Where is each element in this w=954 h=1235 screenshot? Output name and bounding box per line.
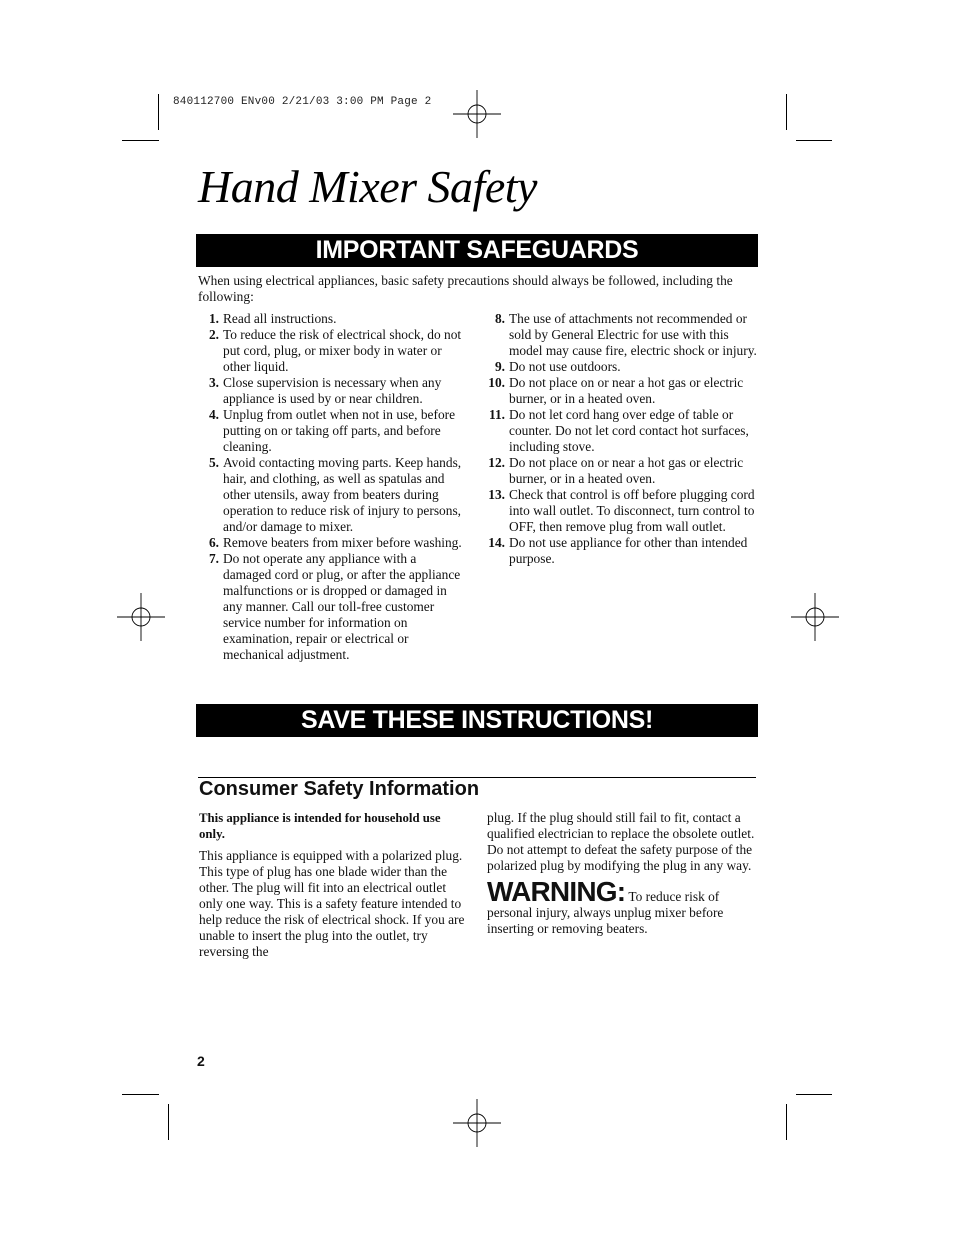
safeguard-text: Avoid contacting moving parts. Keep hands, hair, and clothing, as well as spatulas and other utensils, away from beaters during operation to reduce risk of injury to persons, and/or damage to mixer. (223, 455, 462, 534)
safeguard-number: 2. (208, 327, 219, 342)
safeguard-number: 9. (494, 359, 505, 374)
registration-mark-icon (453, 90, 501, 138)
polarized-plug-text: This appliance is equipped with a polarized plug. This type of plug has one blade wider than the other. The plug will fit into an electrical outlet only one way. This is a safety feature intended to help reduce the risk of electrical shock. If you are unable to insert the plug into the outlet, try reversing the (199, 848, 465, 959)
safeguard-item (486, 375, 758, 407)
registration-mark-icon (791, 593, 839, 641)
safeguard-item (486, 535, 758, 567)
safeguard-number: 12. (488, 455, 505, 470)
intro-text: When using electrical appliances, basic safety precautions should always be followed, including the following: (198, 273, 733, 304)
safeguard-item (486, 359, 758, 375)
safeguard-text: Do not operate any appliance with a damaged cord or plug, or after the appliance malfunctions or is dropped or damaged in any manner. Call our toll-free customer service number for information on examination, repair or electrical or mechanical adjustment. (223, 551, 461, 662)
safeguard-text: Do not place on or near a hot gas or electric burner, or in a heated oven. (509, 455, 744, 486)
safeguard-number: 8. (494, 311, 505, 326)
consumer-column-left (199, 810, 467, 960)
safeguard-item (200, 327, 466, 375)
household-use-note: This appliance is intended for household use only. (199, 811, 441, 841)
safeguard-number: 13. (488, 487, 505, 502)
safeguard-number: 5. (208, 455, 219, 470)
safeguard-number: 1. (208, 311, 219, 326)
safeguard-item (486, 455, 758, 487)
safeguard-item (200, 455, 466, 535)
consumer-safety-heading: Consumer Safety Information (199, 778, 480, 800)
safeguard-text: Close supervision is necessary when any appliance is used by or near children. (223, 375, 442, 406)
safeguard-number: 11. (489, 407, 505, 422)
safeguard-item (200, 375, 466, 407)
safeguard-item (200, 311, 466, 327)
crop-mark (168, 1104, 169, 1140)
consumer-column-right (487, 810, 757, 937)
registration-mark-icon (117, 593, 165, 641)
safeguard-number: 14. (488, 535, 505, 550)
safeguard-text: Read all instructions. (223, 311, 337, 326)
safeguard-text: To reduce the risk of electrical shock, do not put cord, plug, or mixer body in water or other liquid. (223, 327, 462, 374)
safeguard-item (486, 311, 758, 359)
printer-slug: 840112700 ENv00 2/21/03 3:00 PM Page 2 (173, 96, 432, 108)
page-title: Hand Mixer Safety (198, 161, 537, 212)
safeguard-number: 7. (208, 551, 219, 566)
safeguard-number: 4. (208, 407, 219, 422)
safeguard-text: Check that control is off before plugging cord into wall outlet. To disconnect, turn control to OFF, then remove plug from wall outlet. (509, 487, 755, 534)
safeguard-item (486, 487, 758, 535)
crop-mark (158, 94, 159, 130)
safeguards-list-left (200, 311, 466, 663)
safeguard-item (200, 535, 466, 551)
polarized-plug-text-continued: plug. If the plug should still fail to fit, contact a qualified electrician to replace the obsolete outlet. Do not attempt to defeat the safety purpose of the polarized plug by modifying the plug in any way. (487, 810, 755, 873)
safeguard-text: Do not let cord hang over edge of table or counter. Do not let cord contact hot surfaces, including stove. (509, 407, 749, 454)
crop-mark (796, 1094, 832, 1095)
safeguard-item (486, 407, 758, 455)
safeguards-banner: IMPORTANT SAFEGUARDS (196, 234, 758, 267)
safeguard-text: The use of attachments not recommended or sold by General Electric for use with this model may cause fire, electric shock or injury. (509, 311, 757, 358)
crop-mark (796, 140, 832, 141)
safeguards-list-right (486, 311, 758, 567)
warning-paragraph (487, 876, 757, 937)
safeguard-number: 10. (488, 375, 505, 390)
warning-label: WARNING: (487, 876, 626, 907)
warning-text: To reduce risk of personal injury, always unplug mixer before inserting or removing beaters. (487, 889, 724, 936)
safeguard-item (200, 551, 466, 663)
safeguard-number: 3. (208, 375, 219, 390)
crop-mark (122, 1094, 159, 1095)
safeguard-text: Remove beaters from mixer before washing. (223, 535, 462, 550)
safeguard-text: Unplug from outlet when not in use, before putting on or taking off parts, and before cleaning. (223, 407, 456, 454)
safeguard-number: 6. (208, 535, 219, 550)
page-number: 2 (197, 1053, 205, 1069)
safeguard-text: Do not use outdoors. (509, 359, 621, 374)
safeguard-item (200, 407, 466, 455)
save-instructions-banner: SAVE THESE INSTRUCTIONS! (196, 704, 758, 737)
crop-mark (786, 1104, 787, 1140)
crop-mark (786, 94, 787, 130)
registration-mark-icon (453, 1099, 501, 1147)
crop-mark (122, 140, 159, 141)
safeguard-text: Do not place on or near a hot gas or electric burner, or in a heated oven. (509, 375, 744, 406)
safeguard-text: Do not use appliance for other than intended purpose. (509, 535, 748, 566)
